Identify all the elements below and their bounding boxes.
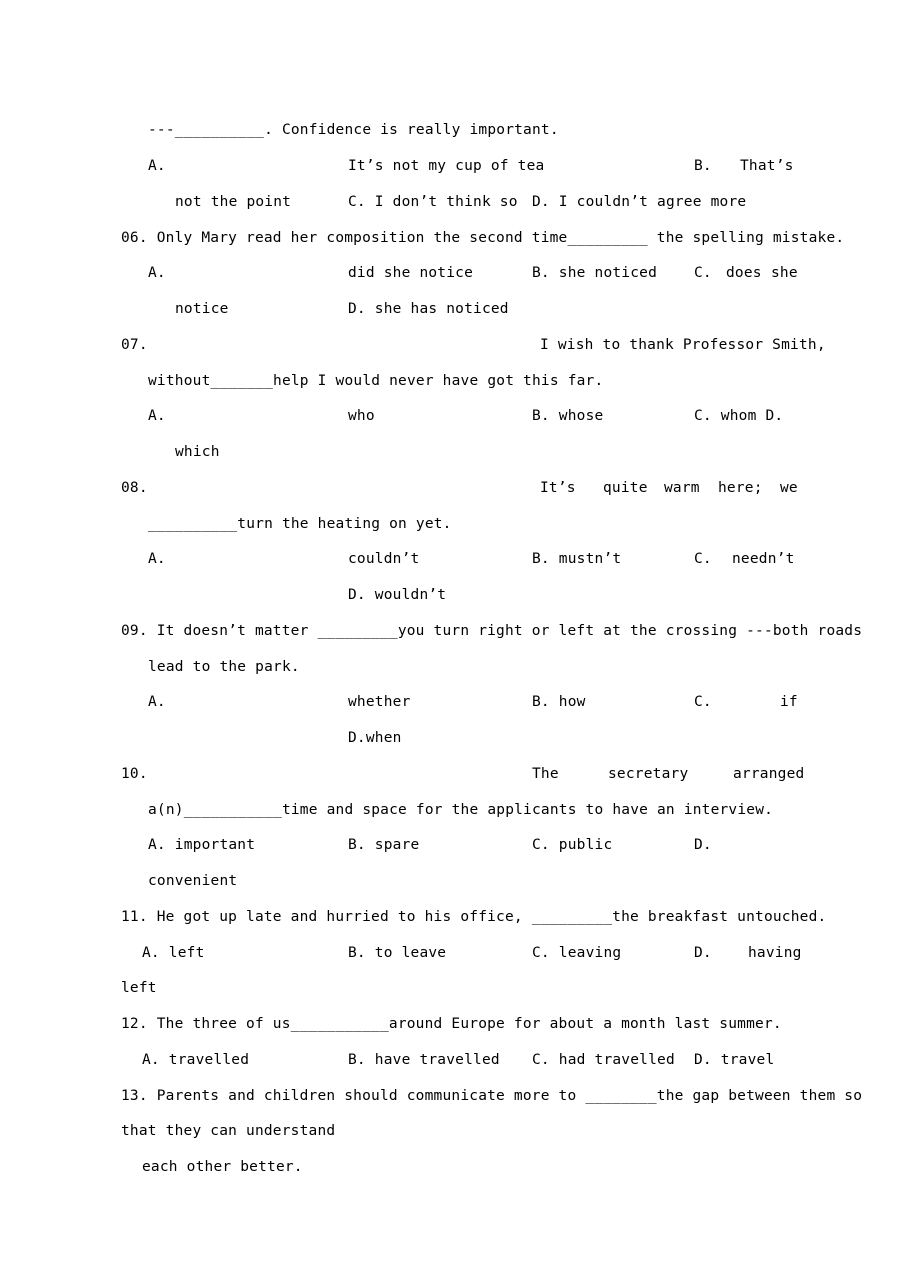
option-d-text: which — [175, 444, 220, 460]
option-a-text: It’s not my cup of tea — [348, 158, 545, 174]
option-label: D. — [694, 945, 712, 961]
question-10-word: The — [532, 766, 559, 782]
option-label: C. — [694, 694, 712, 710]
option-c-text: does — [726, 265, 762, 281]
option-b: B. how — [532, 694, 586, 710]
question-10-stem-cont: a(n)___________time and space for the applicants to have an interview. — [148, 802, 774, 818]
option-b: B. have travelled — [348, 1052, 500, 1068]
option-c: C. leaving — [532, 945, 622, 961]
option-d: D.when — [348, 730, 402, 746]
option-label: D. — [694, 837, 712, 853]
question-13-stem-cont: each other better. — [142, 1159, 303, 1175]
option-d: D. travel — [694, 1052, 775, 1068]
question-number: 10. — [121, 766, 148, 782]
question-09-stem-cont: lead to the park. — [148, 659, 300, 675]
question-05-stem: ---__________. Confidence is really important. — [148, 122, 559, 138]
question-number: 08. — [121, 480, 148, 496]
option-a: A. travelled — [142, 1052, 250, 1068]
question-12-stem: 12. The three of us___________around Europe for about a month last summer. — [121, 1016, 782, 1032]
option-label: A. — [148, 694, 166, 710]
option-label: A. — [148, 408, 166, 424]
option-c: C. whom D. — [694, 408, 784, 424]
option-a-text: did she notice — [348, 265, 474, 281]
question-10-word: arranged — [733, 766, 805, 782]
option-c: C. had travelled — [532, 1052, 675, 1068]
question-08-word: we — [780, 480, 798, 496]
option-a: A. left — [142, 945, 205, 961]
question-08-word: warm — [664, 480, 700, 496]
option-d: D. wouldn’t — [348, 587, 447, 603]
option-b: B. mustn’t — [532, 551, 622, 567]
option-c: C. I don’t think so — [348, 194, 518, 210]
option-c-text: needn’t — [732, 551, 795, 567]
option-a-text: whether — [348, 694, 411, 710]
question-08-stem-cont: __________turn the heating on yet. — [148, 516, 452, 532]
question-10-word: secretary — [608, 766, 689, 782]
option-d-text-cont: left — [121, 980, 157, 996]
option-a: A. important — [148, 837, 256, 853]
option-b: B. she noticed — [532, 265, 658, 281]
option-label: A. — [148, 158, 166, 174]
question-08-word: It’s — [540, 480, 576, 496]
option-d-text: having — [748, 945, 802, 961]
option-b-text-cont: not the point — [175, 194, 292, 210]
question-11-stem: 11. He got up late and hurried to his office, _________the breakfast untouched. — [121, 909, 827, 925]
question-13-stem-cont: that they can understand — [121, 1123, 336, 1139]
question-08-word: quite — [603, 480, 648, 496]
option-b-text: That’s — [740, 158, 794, 174]
option-d-text: convenient — [148, 873, 238, 889]
option-d: D. she has noticed — [348, 301, 509, 317]
question-09-stem: 09. It doesn’t matter _________you turn right or left at the crossing ---both roads — [121, 623, 863, 639]
option-d: D. I couldn’t agree more — [532, 194, 747, 210]
question-07-stem: I wish to thank Professor Smith, — [540, 337, 826, 353]
option-label: B. — [694, 158, 712, 174]
option-label: A. — [148, 265, 166, 281]
option-label: C. — [694, 265, 712, 281]
option-c-text: if — [780, 694, 798, 710]
question-07-stem-cont: without_______help I would never have got this far. — [148, 373, 604, 389]
question-06-stem: 06. Only Mary read her composition the second time_________ the spelling mistake. — [121, 230, 845, 246]
option-b: B. whose — [532, 408, 604, 424]
option-c-text: she — [771, 265, 798, 281]
option-c-text-cont: notice — [175, 301, 229, 317]
option-b: B. to leave — [348, 945, 447, 961]
option-label: A. — [148, 551, 166, 567]
option-label: C. — [694, 551, 712, 567]
option-a-text: who — [348, 408, 375, 424]
question-number: 07. — [121, 337, 148, 353]
option-a-text: couldn’t — [348, 551, 420, 567]
option-b: B. spare — [348, 837, 420, 853]
option-c: C. public — [532, 837, 613, 853]
question-13-stem: 13. Parents and children should communicate more to ________the gap between them so — [121, 1088, 863, 1104]
question-08-word: here; — [718, 480, 763, 496]
